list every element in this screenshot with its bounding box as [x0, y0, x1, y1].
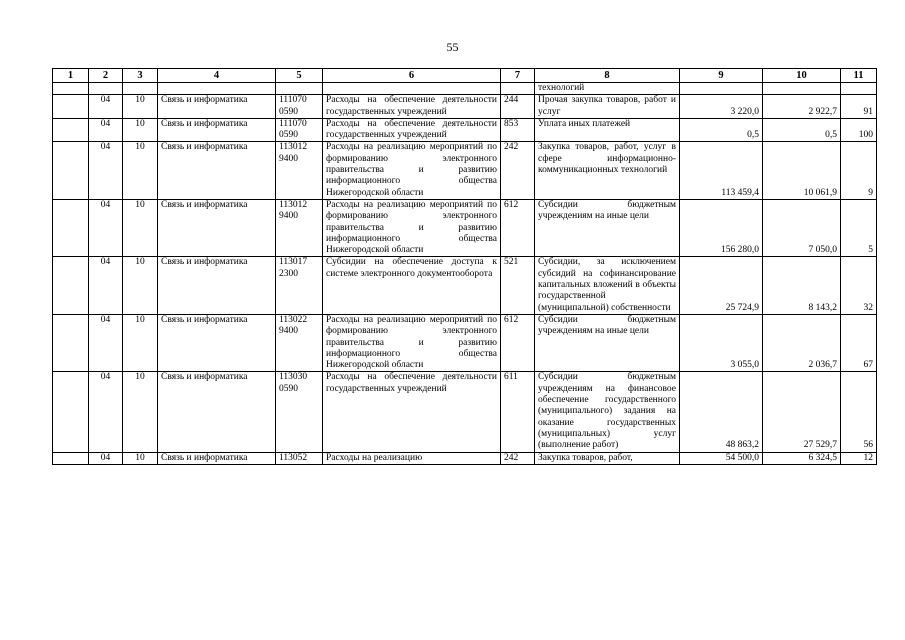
table-cell-target-code: 113022 9400	[276, 314, 323, 371]
table-cell	[53, 118, 89, 142]
table-cell-expense-type: 612	[501, 199, 535, 256]
table-cell-expense-name: Уплата иных платежей	[535, 118, 680, 142]
column-header: 11	[841, 69, 877, 83]
budget-table	[52, 68, 877, 465]
table-row	[53, 142, 877, 199]
column-header: 7	[501, 69, 535, 83]
table-cell-percent: 9	[841, 142, 877, 199]
table-cell-plan: 48 863,2	[680, 372, 763, 452]
table-cell-plan: 25 724,9	[680, 257, 763, 314]
table-cell-expense-type: 242	[501, 452, 535, 464]
table-cell	[53, 83, 89, 95]
table-cell-subsection: 10	[123, 118, 158, 142]
table-cell-percent: 56	[841, 372, 877, 452]
table-row	[53, 118, 877, 142]
table-cell-plan: 0,5	[680, 118, 763, 142]
table-cell-actual: 0,5	[763, 118, 841, 142]
table-cell-subsection-name: Связь и информатика	[158, 257, 276, 314]
table-cell-expense-name: Закупка товаров, работ, услуг в сфере информационно-коммуникационных технологий	[535, 142, 680, 199]
table-cell-actual: 7 050,0	[763, 199, 841, 256]
table-cell-subsection: 10	[123, 257, 158, 314]
table-cell-expense-name: Субсидии бюджетным учреждениям на иные цели	[535, 199, 680, 256]
table-cell	[501, 83, 535, 95]
table-cell-target-code: 113012 9400	[276, 142, 323, 199]
table-cell	[53, 95, 89, 119]
table-cell-subsection-name: Связь и информатика	[158, 314, 276, 371]
table-cell-target-name: Расходы на реализацию мероприятий по формированию электронного правительства и развитию информационного общества Нижегородской области	[323, 199, 501, 256]
table-cell-subsection-name: Связь и информатика	[158, 118, 276, 142]
table-cell	[89, 83, 123, 95]
table-cell-actual: 2 036,7	[763, 314, 841, 371]
table-cell-subsection: 10	[123, 372, 158, 452]
table-cell-section: 04	[89, 95, 123, 119]
table-row	[53, 452, 877, 464]
table-cell-section: 04	[89, 257, 123, 314]
table-cell	[53, 257, 89, 314]
table-cell	[53, 142, 89, 199]
table-cell-target-name: Расходы на реализацию мероприятий по формированию электронного правительства и развитию информационного общества Нижегородской области	[323, 314, 501, 371]
table-cell-target-code: 113052	[276, 452, 323, 464]
table-cell	[841, 83, 877, 95]
table-cell-expense-type: 612	[501, 314, 535, 371]
table-cell-percent: 100	[841, 118, 877, 142]
column-header: 9	[680, 69, 763, 83]
table-cell-expense-type: 521	[501, 257, 535, 314]
table-cell-expense-name: Субсидии бюджетным учреждениям на финансовое обеспечение государственного (муниципального) задания на оказание государственных (муниципальных) услуг (выполнение работ)	[535, 372, 680, 452]
table-cell-plan: 156 280,0	[680, 199, 763, 256]
table-cell	[53, 372, 89, 452]
table-cell-expense-name: Субсидии, за исключением субсидий на софинансирование капитальных вложений в объекты государственной (муниципальной) собственности	[535, 257, 680, 314]
table-cell	[680, 83, 763, 95]
table-cell-subsection-name: Связь и информатика	[158, 452, 276, 464]
table-cell-subsection-name: Связь и информатика	[158, 142, 276, 199]
table-cell-subsection: 10	[123, 142, 158, 199]
table-cell-subsection-name: Связь и информатика	[158, 95, 276, 119]
table-cell-actual: 27 529,7	[763, 372, 841, 452]
table-cell-section: 04	[89, 372, 123, 452]
table-cell-subsection: 10	[123, 452, 158, 464]
table-cell	[323, 83, 501, 95]
table-cell-plan: 54 500,0	[680, 452, 763, 464]
table-cell-target-name: Расходы на обеспечение деятельности государственных учреждений	[323, 118, 501, 142]
table-cell-actual: 8 143,2	[763, 257, 841, 314]
column-header: 5	[276, 69, 323, 83]
table-cell-target-code: 111070 0590	[276, 118, 323, 142]
table-cell-expense-type: 244	[501, 95, 535, 119]
table-cell-target-code: 111070 0590	[276, 95, 323, 119]
page-number: 55	[446, 40, 459, 54]
table-row	[53, 199, 877, 256]
table-cell-actual: 6 324,5	[763, 452, 841, 464]
table-row	[53, 314, 877, 371]
table-cell-section: 04	[89, 199, 123, 256]
table-cell-target-name: Субсидии на обеспечение доступа к системе электронного документооборота	[323, 257, 501, 314]
table-cell-plan: 3 055,0	[680, 314, 763, 371]
table-header-row	[53, 69, 877, 83]
column-header: 8	[535, 69, 680, 83]
column-header: 2	[89, 69, 123, 83]
table-cell-subsection: 10	[123, 314, 158, 371]
table-cell	[158, 83, 276, 95]
column-header: 10	[763, 69, 841, 83]
table-cell-section: 04	[89, 142, 123, 199]
table-cell-subsection: 10	[123, 199, 158, 256]
table-row	[53, 257, 877, 314]
table-cell-target-code: 113017 2300	[276, 257, 323, 314]
table-cell-plan: 3 220,0	[680, 95, 763, 119]
table-cell-expense-name: Закупка товаров, работ,	[535, 452, 680, 464]
table-cell-subsection: 10	[123, 95, 158, 119]
table-cell-subsection-name: Связь и информатика	[158, 199, 276, 256]
table-cell-section: 04	[89, 118, 123, 142]
table-cell-target-code: 113012 9400	[276, 199, 323, 256]
table-cell-section: 04	[89, 314, 123, 371]
table-cell-target-name: Расходы на реализацию	[323, 452, 501, 464]
table-cell-expense-type: 853	[501, 118, 535, 142]
table-cell-expense-name: Прочая закупка товаров, работ и услуг	[535, 95, 680, 119]
table-cell-percent: 91	[841, 95, 877, 119]
table-cell-percent: 5	[841, 199, 877, 256]
table-row-carryover	[53, 83, 877, 95]
table-cell-percent: 67	[841, 314, 877, 371]
table-cell-target-code: 113030 0590	[276, 372, 323, 452]
table-cell	[53, 199, 89, 256]
table-cell-actual: 2 922,7	[763, 95, 841, 119]
table-cell-subsection-name: Связь и информатика	[158, 372, 276, 452]
table-cell	[276, 83, 323, 95]
table-cell-percent: 32	[841, 257, 877, 314]
column-header: 4	[158, 69, 276, 83]
table-cell-target-name: Расходы на обеспечение деятельности государственных учреждений	[323, 372, 501, 452]
table-cell	[123, 83, 158, 95]
table-cell-plan: 113 459,4	[680, 142, 763, 199]
table-cell-target-name: Расходы на обеспечение деятельности государственных учреждений	[323, 95, 501, 119]
table-row	[53, 95, 877, 119]
column-header: 6	[323, 69, 501, 83]
table-row	[53, 372, 877, 452]
table-cell	[53, 452, 89, 464]
table-cell-section: 04	[89, 452, 123, 464]
table-cell-target-name: Расходы на реализацию мероприятий по формированию электронного правительства и развитию информационного общества Нижегородской области	[323, 142, 501, 199]
table-cell: технологий	[535, 83, 680, 95]
table-cell-expense-type: 242	[501, 142, 535, 199]
table-cell-percent: 12	[841, 452, 877, 464]
table-cell-expense-name: Субсидии бюджетным учреждениям на иные цели	[535, 314, 680, 371]
table-cell	[53, 314, 89, 371]
table-cell	[763, 83, 841, 95]
table-cell-actual: 10 061,9	[763, 142, 841, 199]
table-cell-expense-type: 611	[501, 372, 535, 452]
column-header: 3	[123, 69, 158, 83]
column-header: 1	[53, 69, 89, 83]
